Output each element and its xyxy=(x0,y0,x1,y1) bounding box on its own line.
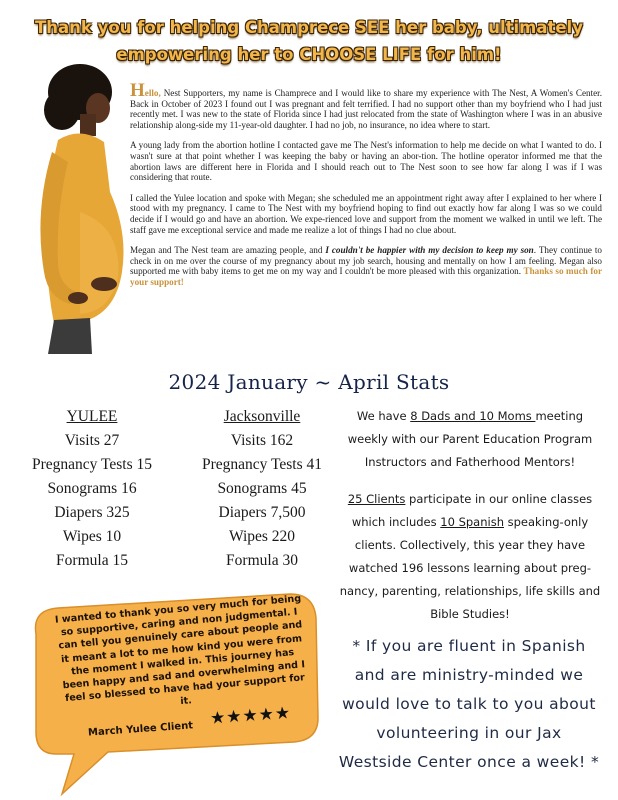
pregnant-woman-photo xyxy=(18,62,130,354)
parent-education-note: We have 8 Dads and 10 Moms meeting weekly with our Parent Education Program Instructors and Fatherhood Mentors! xyxy=(347,409,593,469)
stat-row: Formula 15 xyxy=(56,552,128,569)
online-classes-note: 25 Clients participate in our online classes which includes 10 Spanish speaking-only clients. Collectively, this year they have watched 196 lessons learning about preg-nancy, parenting, relationships, life skills and Bible Studies! xyxy=(339,492,601,621)
stat-row: Diapers 7,500 xyxy=(218,504,306,521)
stat-row: Sonograms 45 xyxy=(217,480,307,497)
stats-title: 2024 January ~ April Stats xyxy=(168,370,450,394)
program-highlights xyxy=(336,405,604,640)
woman-hand xyxy=(91,277,117,291)
stat-row: Pregnancy Tests 15 xyxy=(31,456,153,473)
stat-row: Visits 27 xyxy=(64,432,120,449)
yulee-stats-column xyxy=(12,405,172,573)
stat-row: Pregnancy Tests 41 xyxy=(201,456,323,473)
testimonial-letter xyxy=(130,80,602,298)
stat-row: Sonograms 16 xyxy=(47,480,137,497)
letter-paragraph-1: Hello, Nest Supporters, my name is Champrece and I would like to share my experience with The Nest, A Women's Center. Back in October of 2023 I found out I was pregnant and felt terrified. I had no support other than my boyfriend who I had just recently met. I was new to the state of Florida since I had just relocated from the state of Washington where I was in an abusive relationship along-side my 11-year-old daughter. I had no job, no insurance, no idea where to start. xyxy=(130,80,602,130)
letter-paragraph-4: Megan and The Nest team are amazing people, and I couldn't be happier with my decision to keep my son. They continue to check in on me over the course of my pregnancy about my job search, housing and mentally on how I am feeling. Megan also supported me with baby items to get me on my way and I couldn't be more pleased with this organization. Thanks so much for your support! xyxy=(130,245,602,287)
yulee-heading: YULEE xyxy=(66,408,118,425)
client-signature: March Yulee Client xyxy=(87,720,194,739)
stat-row: Wipes 10 xyxy=(62,528,122,545)
headline: Thank you for helping Champrece SEE her baby, ultimately empowering her to CHOOSE LIFE for him! xyxy=(35,18,583,64)
client-quote: I wanted to thank you so very much for being so supportive, caring and non judgmental. I can tell you genuinely care about people and it meant a lot to me how kind you were from the moment I walked in. This journey has been happy and sad and overwhelming and I feel so blessed to have had your support for it. xyxy=(54,593,306,708)
stat-row: Wipes 220 xyxy=(228,528,296,545)
drop-cap: H xyxy=(130,80,145,101)
letter-paragraph-2: A young lady from the abortion hotline I contacted gave me The Nest's information to help me decide on what I wanted to do. I wasn't sure at that point whether I was keeping the baby or having an abor-tion. The hotline operator informed me that the abortion laws are different here in Florida and I should reach out to The Nest soon to see how far along I was if I was considering that route. xyxy=(130,140,602,183)
thanks-line: Thanks so much for your support! xyxy=(130,266,602,287)
jacksonville-heading: Jacksonville xyxy=(223,408,301,425)
volunteer-callout: * If you are fluent in Spanish and are ministry-minded we would love to talk to you about volunteering in our Jax Westside Center once a week! * xyxy=(338,637,600,771)
letter-paragraph-3: I called the Yulee location and spoke with Megan; she scheduled me an appointment right away after I explained to her where I stood with my pregnancy. I came to The Nest with my boyfriend hoping to find out exactly how far along I was so we could decide if I would go and have an abortion. We expe-rienced love and support from the moment we walked in until we left. The staff gave me exceptional service and made me realize a lot of things I had no clue about. xyxy=(130,192,602,235)
stat-row: Diapers 325 xyxy=(54,504,130,521)
jacksonville-stats-column xyxy=(182,405,342,573)
stat-row: Formula 30 xyxy=(226,552,298,569)
stat-row: Visits 162 xyxy=(230,432,294,449)
five-star-icon: ★★★★★ xyxy=(209,703,292,729)
